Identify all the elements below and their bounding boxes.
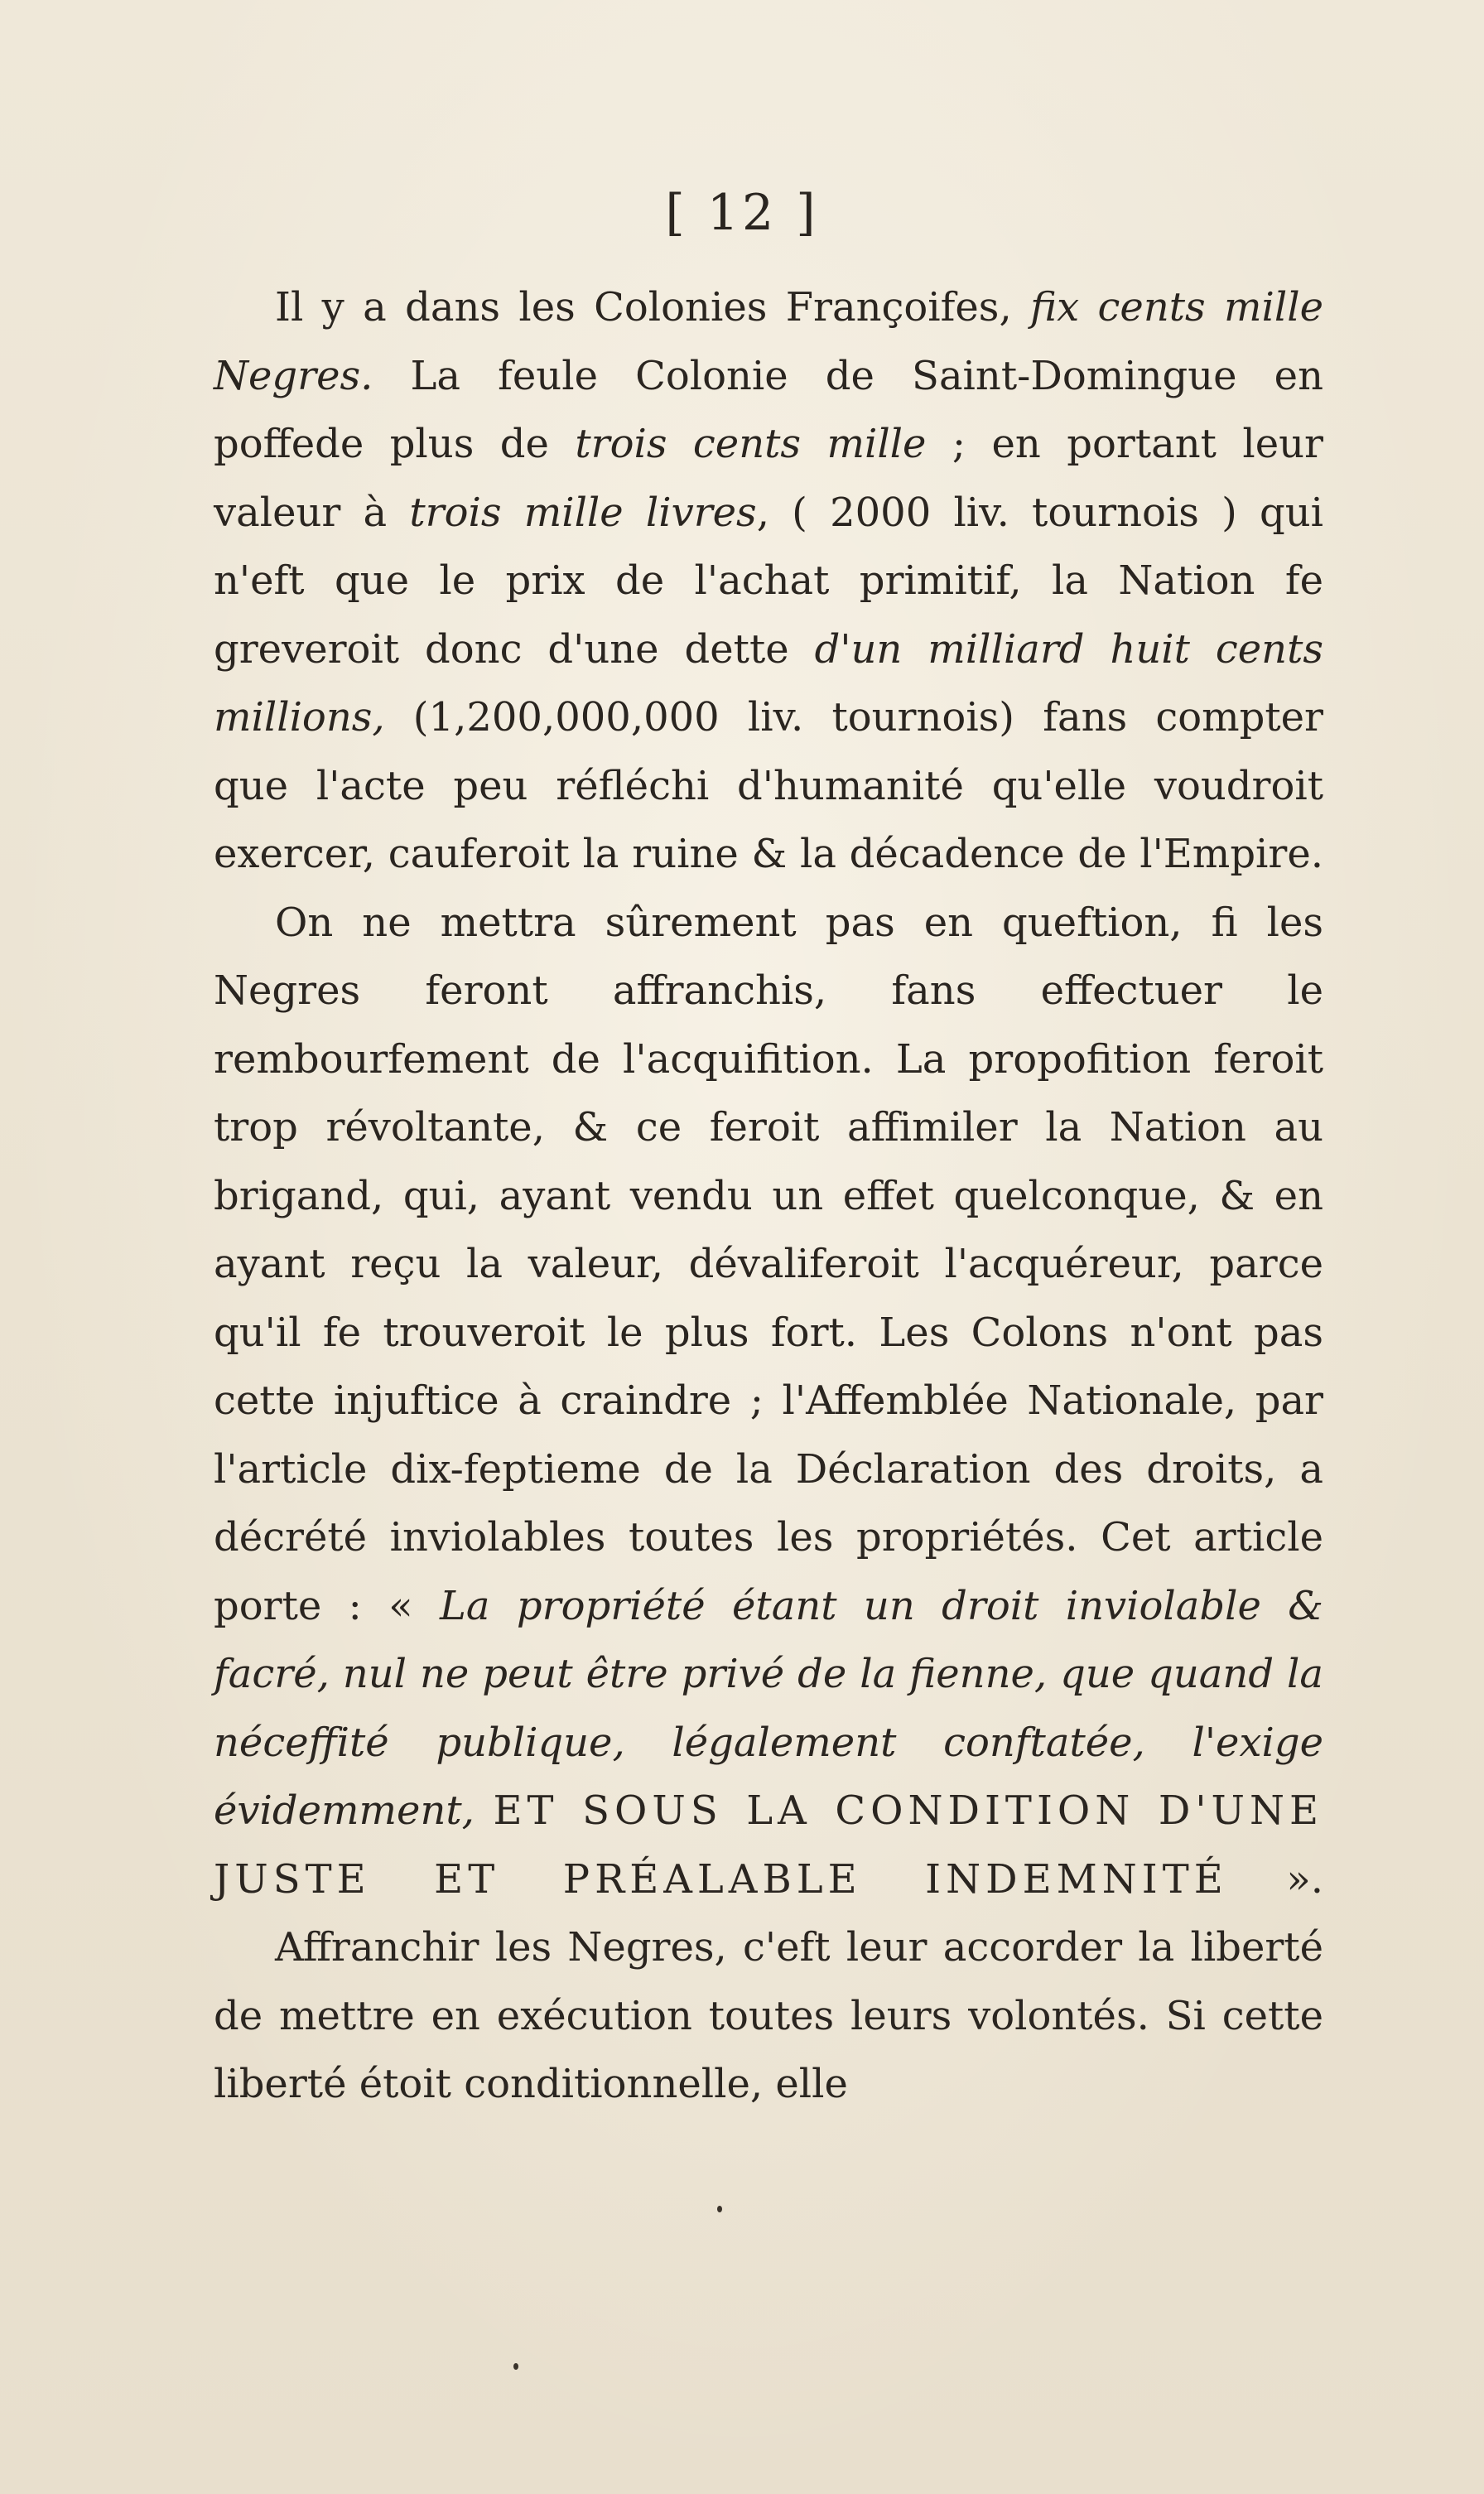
paragraph — [214, 1913, 1323, 2119]
text-run: Affranchir les Negres, c'eft leur accorder la liberté de mettre en exécution toutes leurs volontés. Si cette liberté étoit conditionnelle, elle — [214, 1924, 1323, 2107]
paragraph — [214, 273, 1323, 889]
text-run: (1,200,000,000 liv. tournois) fans compter que l'acte peu réfléchi d'humanité qu'elle voudroit exercer, cauferoit la ruine & la décadence de l'Empire. — [214, 694, 1323, 877]
text-run — [475, 1787, 494, 1834]
ink-speck — [717, 2206, 722, 2212]
text-run: ; en portant leur valeur à — [214, 421, 1324, 536]
text-run: ». — [1227, 1855, 1323, 1903]
text-run: , ( 2000 liv. tournois ) qui n'eft que le prix de l'achat primitif, la Nation fe greveroit donc d'une dette — [214, 489, 1323, 673]
ink-speck — [513, 2363, 518, 2370]
page-number: [ 12 ] — [665, 184, 819, 242]
italic-text: trois mille livres — [409, 489, 757, 536]
italic-text: La propriété étant un droit inviolable & facré, nul ne peut être privé de la fienne, que quand la néceffité publique, légalement conftatée, l'exige évidemment, — [214, 1582, 1323, 1834]
italic-text: trois cents mille — [575, 421, 927, 467]
text-run: On ne mettra sûrement pas en queftion, fi les Negres feront affranchis, fans effectuer le rembourfement de l'acquifition. La propofition feroit trop révoltante, & ce feroit affimiler la Nation au brigand, qui, ayant vendu un effet quelconque, & en ayant reçu la valeur, dévaliferoit l'acquéreur, parce qu'il fe trouveroit le plus fort. Les Colons n'ont pas cette injuftice à craindre ; l'Affemblée Nationale, par l'article dix-feptieme de la Déclaration des droits, a décrété inviolables toutes les propriétés. Cet article porte : « — [214, 899, 1323, 1629]
italic-text: d'un milliard huit cents millions, — [214, 625, 1324, 740]
paragraph — [214, 889, 1323, 1914]
body-text — [214, 273, 1323, 2119]
text-run: Il y a dans les Colonies Françoifes, — [275, 284, 1031, 330]
small-caps-text: ET SOUS LA CONDITION D'UNE JUSTE ET PRÉALABLE INDEMNITÉ — [214, 1787, 1324, 1903]
text-run: La feule Colonie de Saint-Domingue en poffede plus de — [214, 352, 1323, 467]
italic-text: fix cents mille Negres. — [214, 284, 1324, 399]
